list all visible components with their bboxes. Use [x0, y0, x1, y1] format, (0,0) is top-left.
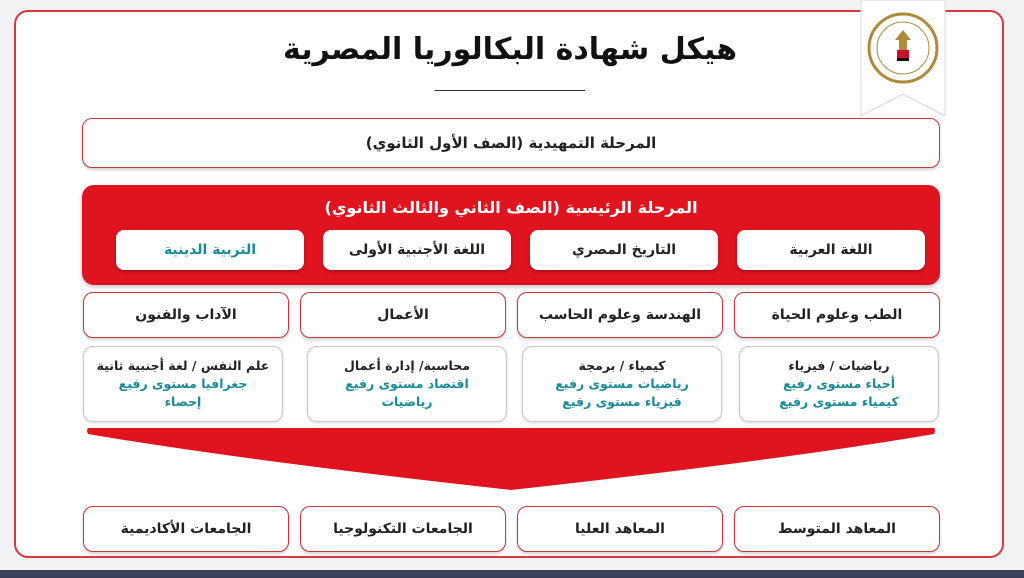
track-arts-subjects: [83, 346, 283, 422]
advanced-subject: إحصاء: [164, 394, 202, 409]
subject-line: محاسبة/ إدارة أعمال: [344, 358, 470, 373]
advanced-subject: اقتصاد مستوى رفيع: [345, 376, 469, 391]
main-stage-title: المرحلة الرئيسية (الصف الثاني والثالث الثانوي): [324, 198, 698, 217]
subject-line: كيمياء / برمجة: [578, 358, 666, 373]
advanced-subject: فيزياء مستوى رفيع: [562, 394, 682, 409]
advanced-subject: جغرافيا مستوى رفيع: [118, 376, 248, 391]
title-underline: [435, 90, 585, 91]
track-medicine: الطب وعلوم الحياة: [734, 292, 940, 338]
destination-higher-institutes: المعاهد العليا: [517, 506, 723, 552]
destination-academic-universities: الجامعات الأكاديمية: [83, 506, 289, 552]
funnel-arrow-shape: [82, 426, 940, 492]
main-stage-panel: [82, 185, 940, 285]
advanced-subject: رياضيات: [381, 394, 433, 409]
ministry-logo-icon: [855, 0, 951, 118]
core-subject-history: التاريخ المصري: [530, 230, 718, 270]
subject-line: رياضيات / فيزياء: [788, 358, 890, 373]
core-subject-foreign-language: اللغة الأجنبية الأولى: [323, 230, 511, 270]
track-arts: الآداب والفنون: [83, 292, 289, 338]
advanced-subject: أحياء مستوى رفيع: [782, 376, 896, 391]
track-business-subjects: [307, 346, 507, 422]
core-subject-religion: التربية الدينية: [116, 230, 304, 270]
track-medicine-subjects: [739, 346, 939, 422]
core-subject-arabic: اللغة العربية: [737, 230, 925, 270]
track-business: الأعمال: [300, 292, 506, 338]
preparatory-stage-box: المرحلة التمهيدية (الصف الأول الثانوي): [82, 118, 940, 168]
bottom-strip: [0, 570, 1024, 578]
track-engineering-subjects: [522, 346, 722, 422]
subject-line: علم النفس / لغة أجنبية ثانية: [96, 358, 270, 373]
advanced-subject: كيمياء مستوى رفيع: [779, 394, 899, 409]
page-title: هيكل شهادة البكالوريا المصرية: [283, 32, 737, 67]
advanced-subject: رياضيات مستوى رفيع: [555, 376, 689, 391]
destination-intermediate-institutes: المعاهد المتوسط: [734, 506, 940, 552]
track-engineering: الهندسة وعلوم الحاسب: [517, 292, 723, 338]
destination-technological-universities: الجامعات التكنولوجيا: [300, 506, 506, 552]
